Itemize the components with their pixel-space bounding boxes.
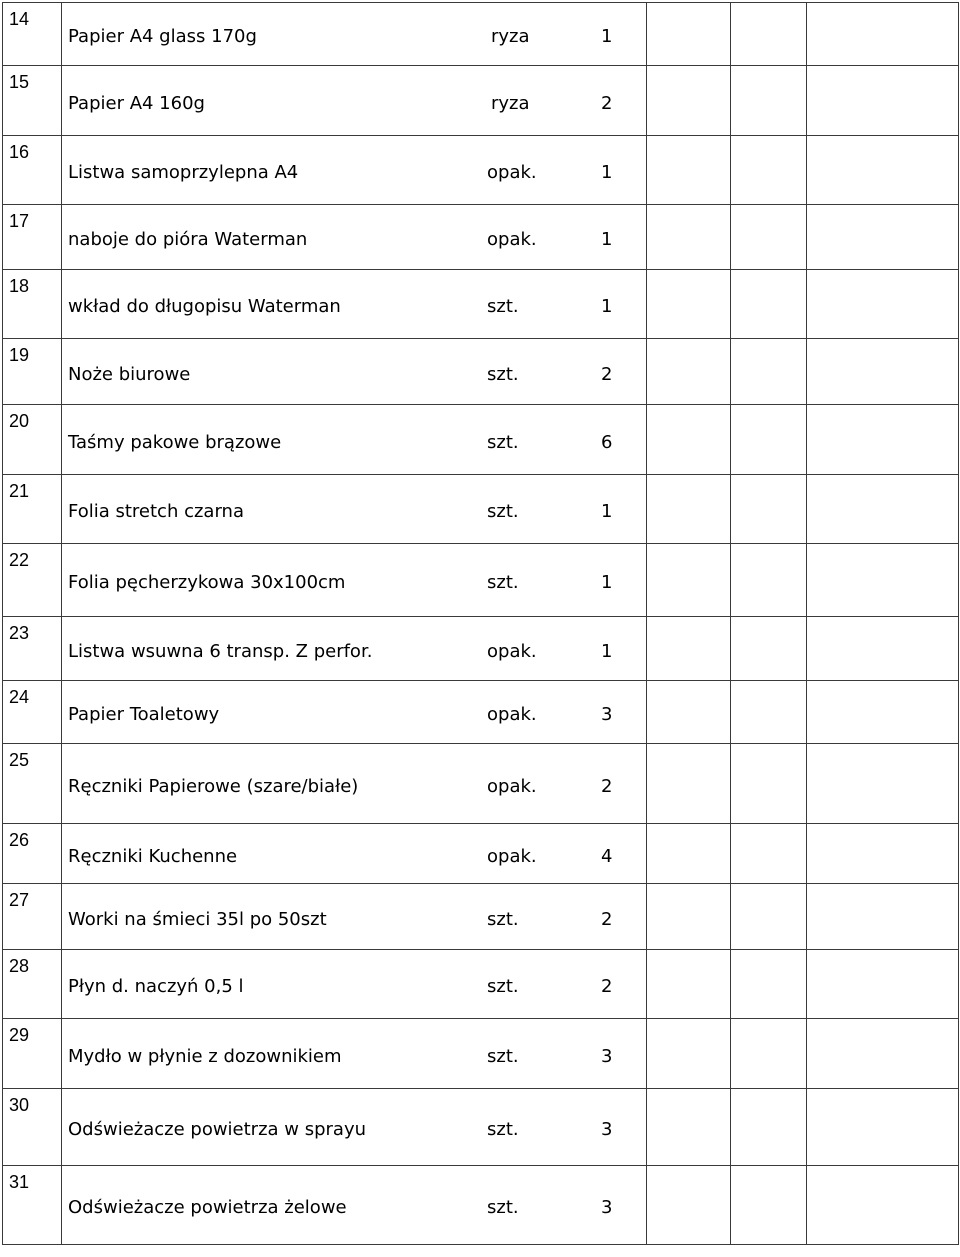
item-cell — [62, 339, 647, 405]
item-cell — [62, 824, 647, 884]
table-row — [3, 884, 959, 950]
qty-cell — [601, 544, 731, 617]
qty-cell — [601, 1019, 731, 1089]
table-row — [3, 1089, 959, 1166]
table-row — [3, 136, 959, 205]
row-number: 31 — [3, 1166, 62, 1245]
item-quantity: 2 — [601, 92, 613, 114]
table-row — [3, 339, 959, 405]
empty-cell — [807, 1166, 959, 1245]
item-cell — [62, 136, 647, 205]
empty-cell — [807, 205, 959, 270]
empty-cell — [807, 1089, 959, 1166]
qty-cell — [601, 1089, 731, 1166]
row-number: 28 — [3, 950, 62, 1019]
item-quantity: 1 — [601, 296, 613, 318]
item-cell — [62, 744, 647, 824]
item-quantity: 1 — [601, 162, 613, 184]
item-name: naboje do pióra Waterman — [68, 229, 308, 251]
item-unit: szt. — [487, 1045, 519, 1067]
row-number: 16 — [3, 136, 62, 205]
empty-cell — [807, 617, 959, 681]
table-row — [3, 544, 959, 617]
table-row — [3, 1019, 959, 1089]
item-cell — [62, 617, 647, 681]
table-row — [3, 66, 959, 136]
item-name: Worki na śmieci 35l po 50szt — [68, 908, 327, 930]
item-unit: opak. — [487, 229, 537, 251]
qty-cell — [601, 1166, 731, 1245]
item-quantity: 3 — [601, 704, 613, 726]
empty-cell — [807, 681, 959, 744]
row-number: 29 — [3, 1019, 62, 1089]
item-cell — [62, 950, 647, 1019]
empty-cell — [731, 824, 807, 884]
empty-cell — [807, 339, 959, 405]
item-name: Taśmy pakowe brązowe — [68, 431, 282, 453]
empty-cell — [731, 1166, 807, 1245]
empty-cell — [731, 270, 807, 339]
qty-cell — [601, 405, 731, 475]
item-name: Ręczniki Papierowe (szare/białe) — [68, 775, 359, 797]
item-name: Papier A4 glass 170g — [68, 26, 257, 48]
item-unit: opak. — [487, 775, 537, 797]
item-quantity: 2 — [601, 775, 613, 797]
qty-cell — [601, 270, 731, 339]
item-name: Odświeżacze powietrza w sprayu — [68, 1119, 367, 1141]
table-row — [3, 405, 959, 475]
empty-cell — [731, 544, 807, 617]
item-quantity: 4 — [601, 845, 613, 867]
table-row — [3, 1166, 959, 1245]
item-cell — [62, 1019, 647, 1089]
qty-cell — [601, 884, 731, 950]
item-cell — [62, 270, 647, 339]
item-quantity: 6 — [601, 431, 613, 453]
item-quantity: 2 — [601, 908, 613, 930]
empty-cell — [807, 950, 959, 1019]
row-number: 15 — [3, 66, 62, 136]
row-number: 25 — [3, 744, 62, 824]
empty-cell — [807, 475, 959, 544]
qty-cell — [601, 681, 731, 744]
item-name: Listwa samoprzylepna A4 — [68, 162, 299, 184]
empty-cell — [731, 205, 807, 270]
row-number: 17 — [3, 205, 62, 270]
item-unit: szt. — [487, 363, 519, 385]
table-row — [3, 475, 959, 544]
item-quantity: 1 — [601, 640, 613, 662]
item-cell — [62, 475, 647, 544]
item-unit: szt. — [487, 1197, 519, 1219]
item-cell — [62, 884, 647, 950]
empty-cell — [807, 3, 959, 66]
item-cell — [62, 3, 647, 66]
row-number: 14 — [3, 3, 62, 66]
row-number: 21 — [3, 475, 62, 544]
item-unit: ryza — [491, 92, 530, 114]
item-unit: szt. — [487, 976, 519, 998]
item-unit: szt. — [487, 1119, 519, 1141]
item-name: Mydło w płynie z dozownikiem — [68, 1045, 342, 1067]
qty-cell — [601, 3, 731, 66]
row-number: 30 — [3, 1089, 62, 1166]
qty-cell — [601, 617, 731, 681]
item-unit: szt. — [487, 296, 519, 318]
empty-cell — [807, 544, 959, 617]
item-cell — [62, 681, 647, 744]
empty-cell — [731, 1089, 807, 1166]
empty-cell — [807, 66, 959, 136]
row-number: 23 — [3, 617, 62, 681]
item-cell — [62, 205, 647, 270]
table-row — [3, 824, 959, 884]
item-cell — [62, 544, 647, 617]
empty-cell — [731, 136, 807, 205]
qty-cell — [601, 744, 731, 824]
table-row — [3, 3, 959, 66]
qty-cell — [601, 205, 731, 270]
empty-cell — [807, 270, 959, 339]
empty-cell — [807, 136, 959, 205]
item-name: wkład do długopisu Waterman — [68, 296, 341, 318]
row-number: 20 — [3, 405, 62, 475]
qty-cell — [601, 475, 731, 544]
empty-cell — [731, 744, 807, 824]
empty-cell — [731, 681, 807, 744]
item-cell — [62, 1089, 647, 1166]
item-name: Płyn d. naczyń 0,5 l — [68, 976, 244, 998]
item-quantity: 1 — [601, 572, 613, 594]
row-number: 18 — [3, 270, 62, 339]
item-quantity: 3 — [601, 1197, 613, 1219]
empty-cell — [731, 475, 807, 544]
empty-cell — [807, 824, 959, 884]
qty-cell — [601, 339, 731, 405]
item-name: Papier A4 160g — [68, 92, 205, 114]
item-name: Odświeżacze powietrza żelowe — [68, 1197, 347, 1219]
item-quantity: 2 — [601, 976, 613, 998]
order-items-table — [2, 2, 959, 1245]
table-row — [3, 744, 959, 824]
empty-cell — [807, 744, 959, 824]
row-number: 27 — [3, 884, 62, 950]
empty-cell — [731, 66, 807, 136]
item-unit: ryza — [491, 26, 530, 48]
table-body — [3, 3, 959, 1245]
empty-cell — [731, 950, 807, 1019]
item-quantity: 3 — [601, 1045, 613, 1067]
empty-cell — [807, 1019, 959, 1089]
item-unit: opak. — [487, 845, 537, 867]
row-number: 22 — [3, 544, 62, 617]
item-quantity: 1 — [601, 26, 613, 48]
table-row — [3, 270, 959, 339]
item-quantity: 1 — [601, 229, 613, 251]
empty-cell — [731, 3, 807, 66]
table-row — [3, 950, 959, 1019]
row-number: 26 — [3, 824, 62, 884]
item-unit: szt. — [487, 572, 519, 594]
empty-cell — [731, 405, 807, 475]
item-unit: szt. — [487, 908, 519, 930]
item-name: Papier Toaletowy — [68, 704, 220, 726]
item-cell — [62, 1166, 647, 1245]
item-cell — [62, 405, 647, 475]
empty-cell — [731, 884, 807, 950]
empty-cell — [807, 884, 959, 950]
row-number: 19 — [3, 339, 62, 405]
item-name: Folia pęcherzykowa 30x100cm — [68, 572, 346, 594]
qty-cell — [601, 950, 731, 1019]
item-name: Listwa wsuwna 6 transp. Z perfor. — [68, 640, 373, 662]
table-row — [3, 205, 959, 270]
item-unit: szt. — [487, 431, 519, 453]
table-row — [3, 617, 959, 681]
empty-cell — [731, 617, 807, 681]
empty-cell — [731, 1019, 807, 1089]
empty-cell — [731, 339, 807, 405]
item-quantity: 3 — [601, 1119, 613, 1141]
item-cell — [62, 66, 647, 136]
item-unit: opak. — [487, 162, 537, 184]
item-quantity: 2 — [601, 363, 613, 385]
table-row — [3, 681, 959, 744]
item-unit: opak. — [487, 704, 537, 726]
row-number: 24 — [3, 681, 62, 744]
item-unit: opak. — [487, 640, 537, 662]
qty-cell — [601, 66, 731, 136]
item-unit: szt. — [487, 501, 519, 523]
item-name: Ręczniki Kuchenne — [68, 845, 238, 867]
item-quantity: 1 — [601, 501, 613, 523]
qty-cell — [601, 824, 731, 884]
empty-cell — [807, 405, 959, 475]
qty-cell — [601, 136, 731, 205]
item-name: Noże biurowe — [68, 363, 191, 385]
item-name: Folia stretch czarna — [68, 501, 244, 523]
